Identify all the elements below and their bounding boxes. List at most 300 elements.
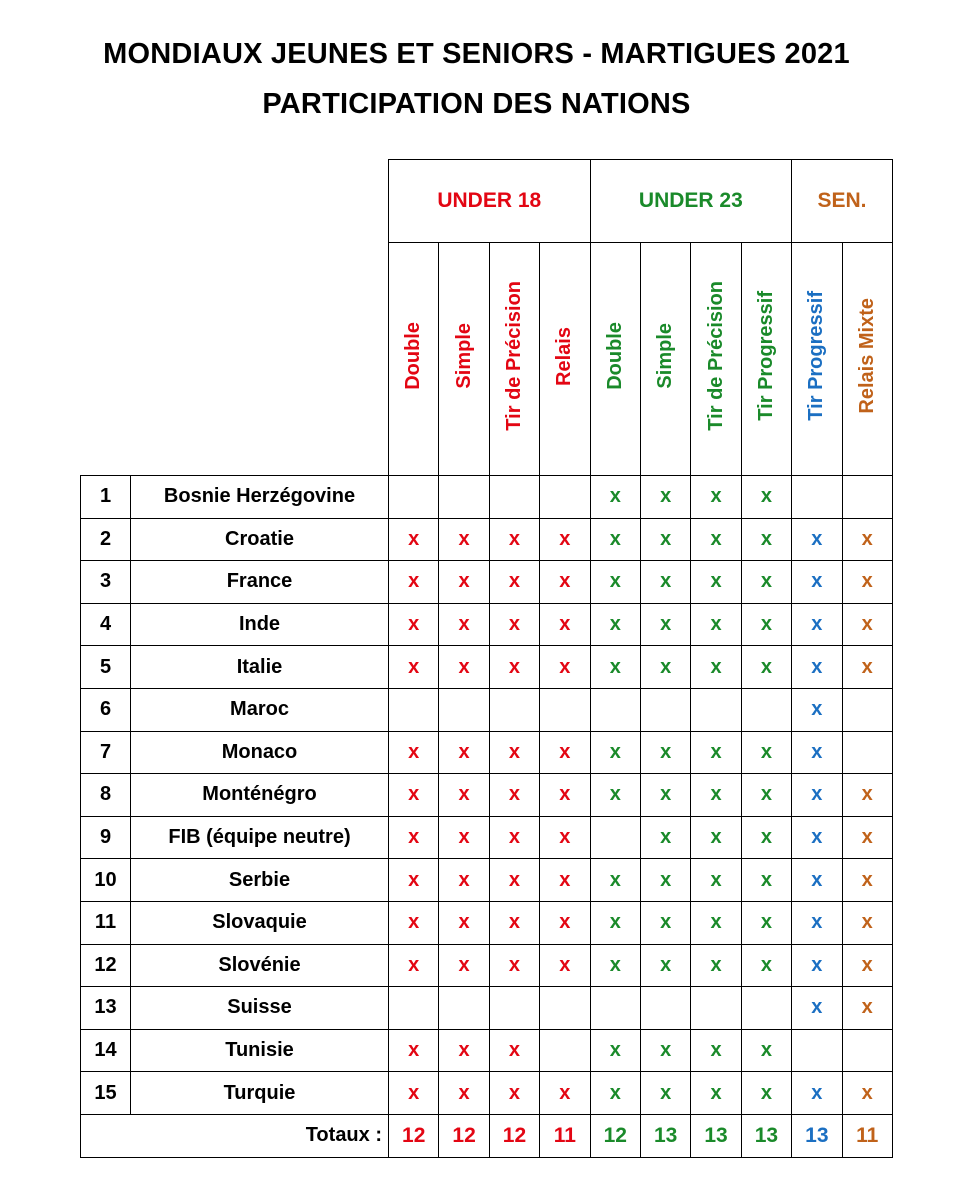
participation-mark: x xyxy=(458,527,470,550)
participation-mark: x xyxy=(710,485,722,508)
participation-cell xyxy=(389,901,439,944)
participation-cell xyxy=(590,816,640,859)
nation-name: Slovaquie xyxy=(131,901,389,944)
participation-mark: x xyxy=(559,911,571,934)
participation-mark: x xyxy=(609,740,621,763)
participation-cell xyxy=(792,646,842,689)
participation-cell xyxy=(540,816,590,859)
nation-name: FIB (équipe neutre) xyxy=(131,816,389,859)
participation-cell xyxy=(489,731,539,774)
category-header xyxy=(842,243,892,476)
participation-mark: x xyxy=(811,868,823,891)
nation-name: Monténégro xyxy=(131,774,389,817)
participation-cell xyxy=(741,476,791,519)
participation-cell xyxy=(590,1029,640,1072)
participation-cell xyxy=(540,476,590,519)
participation-cell xyxy=(792,1029,842,1072)
table-row xyxy=(81,944,893,987)
participation-cell xyxy=(489,774,539,817)
total-value: 12 xyxy=(389,1114,439,1157)
participation-cell xyxy=(792,859,842,902)
participation-mark: x xyxy=(408,655,420,678)
nation-name: Croatie xyxy=(131,518,389,561)
participation-cell xyxy=(540,987,590,1030)
participation-cell xyxy=(691,816,741,859)
participation-cell xyxy=(439,646,489,689)
participation-cell xyxy=(439,774,489,817)
participation-cell xyxy=(489,476,539,519)
participation-cell xyxy=(389,688,439,731)
participation-cell xyxy=(842,774,892,817)
participation-mark: x xyxy=(861,953,873,976)
participation-cell xyxy=(439,518,489,561)
participation-cell xyxy=(489,1029,539,1072)
table-row xyxy=(81,518,893,561)
participation-mark: x xyxy=(811,527,823,550)
nation-number: 5 xyxy=(81,646,131,689)
participation-cell xyxy=(842,688,892,731)
participation-mark: x xyxy=(760,953,772,976)
participation-cell xyxy=(489,603,539,646)
total-value: 11 xyxy=(540,1114,590,1157)
participation-mark: x xyxy=(458,953,470,976)
participation-mark: x xyxy=(559,527,571,550)
page-subtitle: PARTICIPATION DES NATIONS xyxy=(262,88,691,120)
participation-cell xyxy=(691,901,741,944)
participation-mark: x xyxy=(458,826,470,849)
nation-name: Italie xyxy=(131,646,389,689)
participation-mark: x xyxy=(559,953,571,976)
participation-mark: x xyxy=(508,1081,521,1104)
participation-mark: x xyxy=(861,613,873,636)
totals-row xyxy=(81,1114,893,1157)
page-title: MONDIAUX JEUNES ET SENIORS - MARTIGUES 2021 xyxy=(103,38,850,70)
participation-cell xyxy=(489,646,539,689)
participation-mark: x xyxy=(408,1039,420,1062)
participation-cell xyxy=(590,603,640,646)
participation-cell xyxy=(489,688,539,731)
participation-cell xyxy=(842,816,892,859)
header-blank xyxy=(81,160,389,243)
participation-cell xyxy=(792,603,842,646)
participation-cell xyxy=(792,987,842,1030)
category-label: Tir Progressif xyxy=(754,291,777,421)
participation-cell xyxy=(691,731,741,774)
participation-cell xyxy=(590,1072,640,1115)
participation-cell xyxy=(439,901,489,944)
participation-cell xyxy=(691,987,741,1030)
participation-cell xyxy=(439,1029,489,1072)
participation-mark: x xyxy=(408,1081,420,1104)
participation-cell xyxy=(439,1072,489,1115)
participation-cell xyxy=(590,944,640,987)
nation-number: 2 xyxy=(81,518,131,561)
participation-cell xyxy=(590,646,640,689)
participation-cell xyxy=(691,859,741,902)
participation-mark: x xyxy=(559,740,571,763)
participation-mark: x xyxy=(760,740,772,763)
participation-mark: x xyxy=(710,655,722,678)
category-header xyxy=(439,243,489,476)
participation-mark: x xyxy=(508,953,521,976)
nation-name: Bosnie Herzégovine xyxy=(131,476,389,519)
participation-mark: x xyxy=(710,826,722,849)
participation-cell xyxy=(741,774,791,817)
participation-cell xyxy=(389,603,439,646)
participation-cell xyxy=(691,944,741,987)
participation-cell xyxy=(640,816,690,859)
group-header: UNDER 23 xyxy=(590,160,792,243)
participation-mark: x xyxy=(458,1081,470,1104)
header-blank xyxy=(81,243,389,476)
participation-cell xyxy=(540,901,590,944)
participation-cell xyxy=(640,901,690,944)
participation-cell xyxy=(640,731,690,774)
participation-mark: x xyxy=(609,953,621,976)
participation-cell xyxy=(389,561,439,604)
participation-cell xyxy=(741,646,791,689)
participation-cell xyxy=(792,774,842,817)
participation-mark: x xyxy=(609,1081,621,1104)
participation-mark: x xyxy=(609,527,621,550)
participation-mark: x xyxy=(559,868,571,891)
participation-mark: x xyxy=(609,911,621,934)
category-label: Relais xyxy=(553,326,576,386)
participation-mark: x xyxy=(811,911,823,934)
participation-cell xyxy=(792,731,842,774)
table-row xyxy=(81,603,893,646)
participation-cell xyxy=(741,1029,791,1072)
participation-cell xyxy=(691,518,741,561)
total-value: 13 xyxy=(691,1114,741,1157)
participation-mark: x xyxy=(811,740,823,763)
participation-cell xyxy=(691,646,741,689)
participation-cell xyxy=(590,901,640,944)
participation-mark: x xyxy=(609,1039,621,1062)
participation-mark: x xyxy=(609,868,621,891)
category-header xyxy=(389,243,439,476)
nation-number: 3 xyxy=(81,561,131,604)
participation-cell xyxy=(590,859,640,902)
participation-cell xyxy=(640,1072,690,1115)
participation-cell xyxy=(691,561,741,604)
participation-cell xyxy=(691,603,741,646)
nation-number: 15 xyxy=(81,1072,131,1115)
participation-mark: x xyxy=(508,613,521,636)
participation-cell xyxy=(741,944,791,987)
participation-cell xyxy=(540,774,590,817)
participation-mark: x xyxy=(861,911,873,934)
table-row xyxy=(81,1029,893,1072)
participation-cell xyxy=(842,518,892,561)
participation-cell xyxy=(489,518,539,561)
participation-cell xyxy=(792,1072,842,1115)
table-row xyxy=(81,774,893,817)
category-label: Relais Mixte xyxy=(855,298,878,414)
participation-mark: x xyxy=(408,911,420,934)
participation-cell xyxy=(792,561,842,604)
participation-mark: x xyxy=(760,570,772,593)
group-header: SEN. xyxy=(792,160,893,243)
participation-mark: x xyxy=(811,698,823,721)
participation-cell xyxy=(489,816,539,859)
total-value: 12 xyxy=(439,1114,489,1157)
participation-cell xyxy=(691,1029,741,1072)
group-header: UNDER 18 xyxy=(389,160,591,243)
totals-label: Totaux : xyxy=(81,1114,389,1157)
participation-mark: x xyxy=(760,527,772,550)
participation-mark: x xyxy=(760,485,772,508)
participation-mark: x xyxy=(861,655,873,678)
participation-mark: x xyxy=(710,953,722,976)
participation-cell xyxy=(640,476,690,519)
participation-cell xyxy=(842,561,892,604)
participation-cell xyxy=(842,1072,892,1115)
participation-mark: x xyxy=(609,783,621,806)
participation-mark: x xyxy=(408,527,420,550)
participation-mark: x xyxy=(458,868,470,891)
participation-cell xyxy=(439,731,489,774)
participation-mark: x xyxy=(660,1081,672,1104)
table-row xyxy=(81,987,893,1030)
participation-mark: x xyxy=(660,911,672,934)
participation-cell xyxy=(439,859,489,902)
category-header xyxy=(590,243,640,476)
participation-mark: x xyxy=(508,868,521,891)
participation-mark: x xyxy=(660,868,672,891)
participation-mark: x xyxy=(458,613,470,636)
participation-mark: x xyxy=(458,1039,470,1062)
participation-cell xyxy=(741,688,791,731)
participation-mark: x xyxy=(559,613,571,636)
category-header xyxy=(691,243,741,476)
participation-cell xyxy=(389,1029,439,1072)
nation-number: 14 xyxy=(81,1029,131,1072)
participation-cell xyxy=(741,987,791,1030)
participation-mark: x xyxy=(861,527,873,550)
participation-cell xyxy=(792,518,842,561)
participation-cell xyxy=(489,987,539,1030)
table-row xyxy=(81,1072,893,1115)
category-header xyxy=(489,243,539,476)
participation-mark: x xyxy=(760,826,772,849)
participation-mark: x xyxy=(710,868,722,891)
participation-cell xyxy=(439,816,489,859)
participation-mark: x xyxy=(559,570,571,593)
participation-mark: x xyxy=(861,996,873,1019)
participation-cell xyxy=(540,1029,590,1072)
participation-mark: x xyxy=(408,783,420,806)
participation-cell xyxy=(842,944,892,987)
participation-mark: x xyxy=(811,783,823,806)
participation-cell xyxy=(792,476,842,519)
total-value: 12 xyxy=(489,1114,539,1157)
participation-mark: x xyxy=(660,1039,672,1062)
participation-mark: x xyxy=(458,911,470,934)
participation-mark: x xyxy=(408,868,420,891)
participation-cell xyxy=(792,944,842,987)
participation-cell xyxy=(741,901,791,944)
nation-name: Slovénie xyxy=(131,944,389,987)
participation-mark: x xyxy=(508,740,521,763)
participation-mark: x xyxy=(660,826,672,849)
participation-mark: x xyxy=(760,613,772,636)
participation-mark: x xyxy=(660,740,672,763)
participation-cell xyxy=(540,603,590,646)
participation-cell xyxy=(741,603,791,646)
participation-cell xyxy=(389,476,439,519)
participation-cell xyxy=(640,774,690,817)
participation-mark: x xyxy=(861,868,873,891)
participation-cell xyxy=(842,1029,892,1072)
participation-mark: x xyxy=(760,911,772,934)
table-row xyxy=(81,816,893,859)
participation-cell xyxy=(842,901,892,944)
participation-mark: x xyxy=(508,655,521,678)
participation-mark: x xyxy=(760,868,772,891)
participation-cell xyxy=(540,518,590,561)
total-value: 13 xyxy=(741,1114,791,1157)
participation-mark: x xyxy=(710,783,722,806)
participation-cell xyxy=(741,859,791,902)
participation-mark: x xyxy=(660,527,672,550)
table-row xyxy=(81,688,893,731)
nation-number: 4 xyxy=(81,603,131,646)
participation-cell xyxy=(640,518,690,561)
category-label: Tir de Précision xyxy=(704,281,727,431)
participation-cell xyxy=(389,859,439,902)
participation-cell xyxy=(540,731,590,774)
participation-mark: x xyxy=(710,1081,722,1104)
category-header xyxy=(640,243,690,476)
participation-mark: x xyxy=(458,740,470,763)
table-row xyxy=(81,731,893,774)
participation-mark: x xyxy=(710,740,722,763)
participation-cell xyxy=(489,561,539,604)
total-value: 13 xyxy=(640,1114,690,1157)
category-label: Tir Progressif xyxy=(805,291,828,421)
participation-cell xyxy=(792,901,842,944)
participation-mark: x xyxy=(408,740,420,763)
participation-mark: x xyxy=(710,613,722,636)
participation-cell xyxy=(439,987,489,1030)
participation-mark: x xyxy=(458,655,470,678)
category-header xyxy=(741,243,791,476)
total-value: 13 xyxy=(792,1114,842,1157)
nation-number: 6 xyxy=(81,688,131,731)
nation-number: 10 xyxy=(81,859,131,902)
participation-mark: x xyxy=(660,783,672,806)
participation-mark: x xyxy=(861,783,873,806)
participation-mark: x xyxy=(861,826,873,849)
participation-mark: x xyxy=(508,570,521,593)
nation-number: 1 xyxy=(81,476,131,519)
participation-cell xyxy=(439,476,489,519)
participation-mark: x xyxy=(861,570,873,593)
participation-cell xyxy=(691,476,741,519)
nation-number: 8 xyxy=(81,774,131,817)
participation-cell xyxy=(640,1029,690,1072)
participation-cell xyxy=(640,646,690,689)
participation-cell xyxy=(389,944,439,987)
total-value: 12 xyxy=(590,1114,640,1157)
category-label: Simple xyxy=(452,323,475,389)
category-header xyxy=(540,243,590,476)
participation-cell xyxy=(792,816,842,859)
participation-mark: x xyxy=(811,613,823,636)
participation-cell xyxy=(540,944,590,987)
participation-cell xyxy=(590,774,640,817)
participation-cell xyxy=(741,816,791,859)
nation-name: Maroc xyxy=(131,688,389,731)
participation-mark: x xyxy=(811,655,823,678)
total-value: 11 xyxy=(842,1114,892,1157)
table-row xyxy=(81,859,893,902)
participation-cell xyxy=(439,603,489,646)
participation-mark: x xyxy=(508,527,521,550)
category-header xyxy=(792,243,842,476)
participation-cell xyxy=(792,688,842,731)
participation-mark: x xyxy=(609,485,621,508)
participation-mark: x xyxy=(559,826,571,849)
participation-mark: x xyxy=(559,783,571,806)
participation-mark: x xyxy=(559,1081,571,1104)
participation-mark: x xyxy=(609,613,621,636)
participation-cell xyxy=(691,688,741,731)
category-label: Tir de Précision xyxy=(502,281,525,431)
participation-mark: x xyxy=(710,911,722,934)
participation-mark: x xyxy=(508,783,521,806)
table-row xyxy=(81,901,893,944)
participation-mark: x xyxy=(508,826,521,849)
participation-cell xyxy=(389,774,439,817)
nation-number: 13 xyxy=(81,987,131,1030)
participation-mark: x xyxy=(760,1081,772,1104)
participation-cell xyxy=(439,944,489,987)
participation-cell xyxy=(842,731,892,774)
category-label: Double xyxy=(402,322,425,390)
participation-cell xyxy=(389,731,439,774)
participation-cell xyxy=(590,518,640,561)
participation-cell xyxy=(540,646,590,689)
nation-name: Turquie xyxy=(131,1072,389,1115)
participation-mark: x xyxy=(508,911,521,934)
participation-cell xyxy=(590,476,640,519)
participation-cell xyxy=(590,688,640,731)
participation-cell xyxy=(540,688,590,731)
participation-cell xyxy=(640,944,690,987)
participation-mark: x xyxy=(408,953,420,976)
participation-cell xyxy=(389,646,439,689)
participation-mark: x xyxy=(760,783,772,806)
participation-cell xyxy=(842,859,892,902)
participation-cell xyxy=(842,646,892,689)
nation-number: 9 xyxy=(81,816,131,859)
table-row xyxy=(81,646,893,689)
participation-mark: x xyxy=(458,570,470,593)
participation-mark: x xyxy=(710,570,722,593)
participation-mark: x xyxy=(660,613,672,636)
participation-cell xyxy=(389,816,439,859)
participation-mark: x xyxy=(609,570,621,593)
nation-number: 12 xyxy=(81,944,131,987)
participation-mark: x xyxy=(710,527,722,550)
participation-cell xyxy=(741,518,791,561)
table-row xyxy=(81,561,893,604)
participation-cell xyxy=(439,561,489,604)
nation-name: France xyxy=(131,561,389,604)
participation-cell xyxy=(590,731,640,774)
